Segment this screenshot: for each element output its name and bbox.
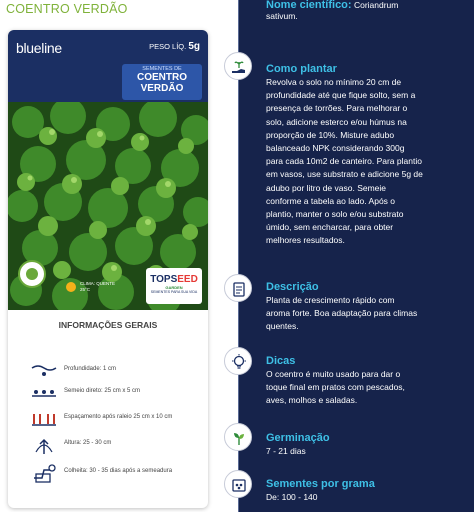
- net-weight-label: PESO LÍQ.: [149, 42, 187, 51]
- topseed-top: TOPS: [150, 274, 178, 285]
- plantar-line: solo, adicione esterco e/ou húmus na: [266, 116, 407, 127]
- scientific-name-section: [266, 0, 470, 22]
- packet-name-label: [122, 64, 202, 100]
- descricao-body: [266, 294, 470, 334]
- sprout-icon: [224, 423, 252, 451]
- info-row-harvest: [30, 462, 206, 484]
- topseed-tagline: SEMENTES PARA SUA VIDA: [150, 290, 198, 294]
- info-spacing-text: Espaçamento após raleio 25 cm x 10 cm: [64, 414, 173, 420]
- spacing-icon: [30, 408, 58, 428]
- net-weight-value: 5g: [188, 41, 200, 52]
- plantar-line: plantio, manter o solo e/ou substrato: [266, 209, 404, 220]
- topseed-wordmark: [146, 274, 202, 285]
- plantar-line: profundidade até que fique solto, sem a: [266, 90, 416, 101]
- lightbulb-icon: [224, 347, 252, 375]
- topseed-accent: EED: [177, 274, 198, 285]
- plantar-line: presença de torrões. Para melhorar o: [266, 103, 408, 114]
- climate-temp: 25°C: [80, 287, 91, 292]
- seed-packet-image: [8, 30, 208, 508]
- dicas-line: toque final em pratos com pescados,: [266, 382, 405, 393]
- net-weight: [149, 41, 200, 52]
- dicas-line: O coentro é muito usado para dar o: [266, 369, 401, 379]
- topseed-brand: GARDEN: [165, 285, 183, 290]
- brand-logo: blueline: [16, 40, 62, 56]
- info-depth-text: Profundidade: 1 cm: [64, 366, 117, 372]
- dicas-body: [266, 368, 470, 408]
- climate-info: [80, 281, 115, 293]
- clipboard-icon: [224, 274, 252, 302]
- dicas-line: aves, molhos e saladas.: [266, 395, 358, 406]
- plantar-line: proporção de 10%. Misture adubo: [266, 129, 395, 140]
- packet-name-line2: VERDÃO: [140, 83, 184, 94]
- harvest-icon: [30, 462, 58, 484]
- sementes-section: [266, 478, 470, 504]
- info-harvest-text: Colheita: 30 - 35 dias após a semeadura: [64, 468, 173, 474]
- direct-sow-icon: [30, 382, 58, 402]
- plantar-line: Revolva o solo no mínimo 20 cm de: [266, 77, 402, 87]
- info-title: INFORMAÇÕES GERAIS: [58, 320, 158, 330]
- plantar-section: [266, 63, 470, 248]
- topseed-logo: [146, 268, 202, 304]
- info-direct-sow-text: Semeio direto: 25 cm x 5 cm: [64, 388, 141, 394]
- plantar-line: melhores resultados.: [266, 235, 345, 246]
- sementes-value: De: 100 - 140: [266, 492, 318, 502]
- packet-header: [8, 30, 208, 102]
- plantar-line: balanceado NPK considerando 300g: [266, 143, 405, 154]
- height-icon: [30, 434, 58, 456]
- descricao-title: Descrição: [266, 281, 319, 293]
- plantar-title: Como plantar: [266, 63, 337, 75]
- germinacao-section: [266, 432, 470, 458]
- plantar-line: úmido, sem encharcar, para obter: [266, 222, 394, 233]
- info-row-direct-sow: [30, 382, 206, 404]
- germinacao-value: 7 - 21 dias: [266, 446, 306, 456]
- plantar-line: adubo por litro de vaso. Semeie: [266, 182, 387, 193]
- dicas-title: Dicas: [266, 355, 296, 367]
- plantar-line: em vasos, use substrato e adicione 5g de: [266, 169, 423, 180]
- seal-badge-icon: [18, 260, 46, 288]
- plantar-body: [266, 76, 470, 248]
- plantar-line: conforme a tabela ao lado. Após o: [266, 195, 396, 206]
- seeds-icon: [224, 470, 252, 498]
- product-title: COENTRO VERDÃO: [6, 2, 128, 16]
- scientific-name-value-1: Coriandrum: [353, 0, 399, 10]
- sun-icon: [66, 282, 76, 292]
- info-height-text: Altura: 25 - 30 cm: [64, 440, 112, 446]
- depth-icon: [30, 360, 58, 380]
- series-label: SEMENTES DE: [142, 66, 182, 72]
- dicas-section: [266, 355, 470, 408]
- scientific-name-value-2: sativum.: [266, 11, 298, 21]
- scientific-name: [266, 0, 470, 11]
- info-row-height: [30, 434, 206, 456]
- packet-name-line1: COENTRO: [137, 72, 187, 83]
- descricao-line: quentes.: [266, 321, 299, 332]
- details-panel: [238, 0, 474, 512]
- plantar-line: para cada 10m2 de canteiro. Para plantio: [266, 156, 422, 167]
- sementes-title: Sementes por grama: [266, 478, 375, 490]
- germinacao-title: Germinação: [266, 432, 330, 444]
- climate-label: CLIMA: QUENTE: [80, 281, 116, 286]
- info-row-depth: [30, 360, 206, 382]
- plant-hand-icon: [224, 52, 252, 80]
- scientific-name-label: Nome científico:: [266, 0, 352, 11]
- info-row-spacing: [30, 408, 206, 430]
- descricao-line: Planta de crescimento rápido com: [266, 295, 395, 305]
- descricao-section: [266, 281, 470, 334]
- descricao-line: aroma forte. Boa adaptação para climas: [266, 308, 418, 319]
